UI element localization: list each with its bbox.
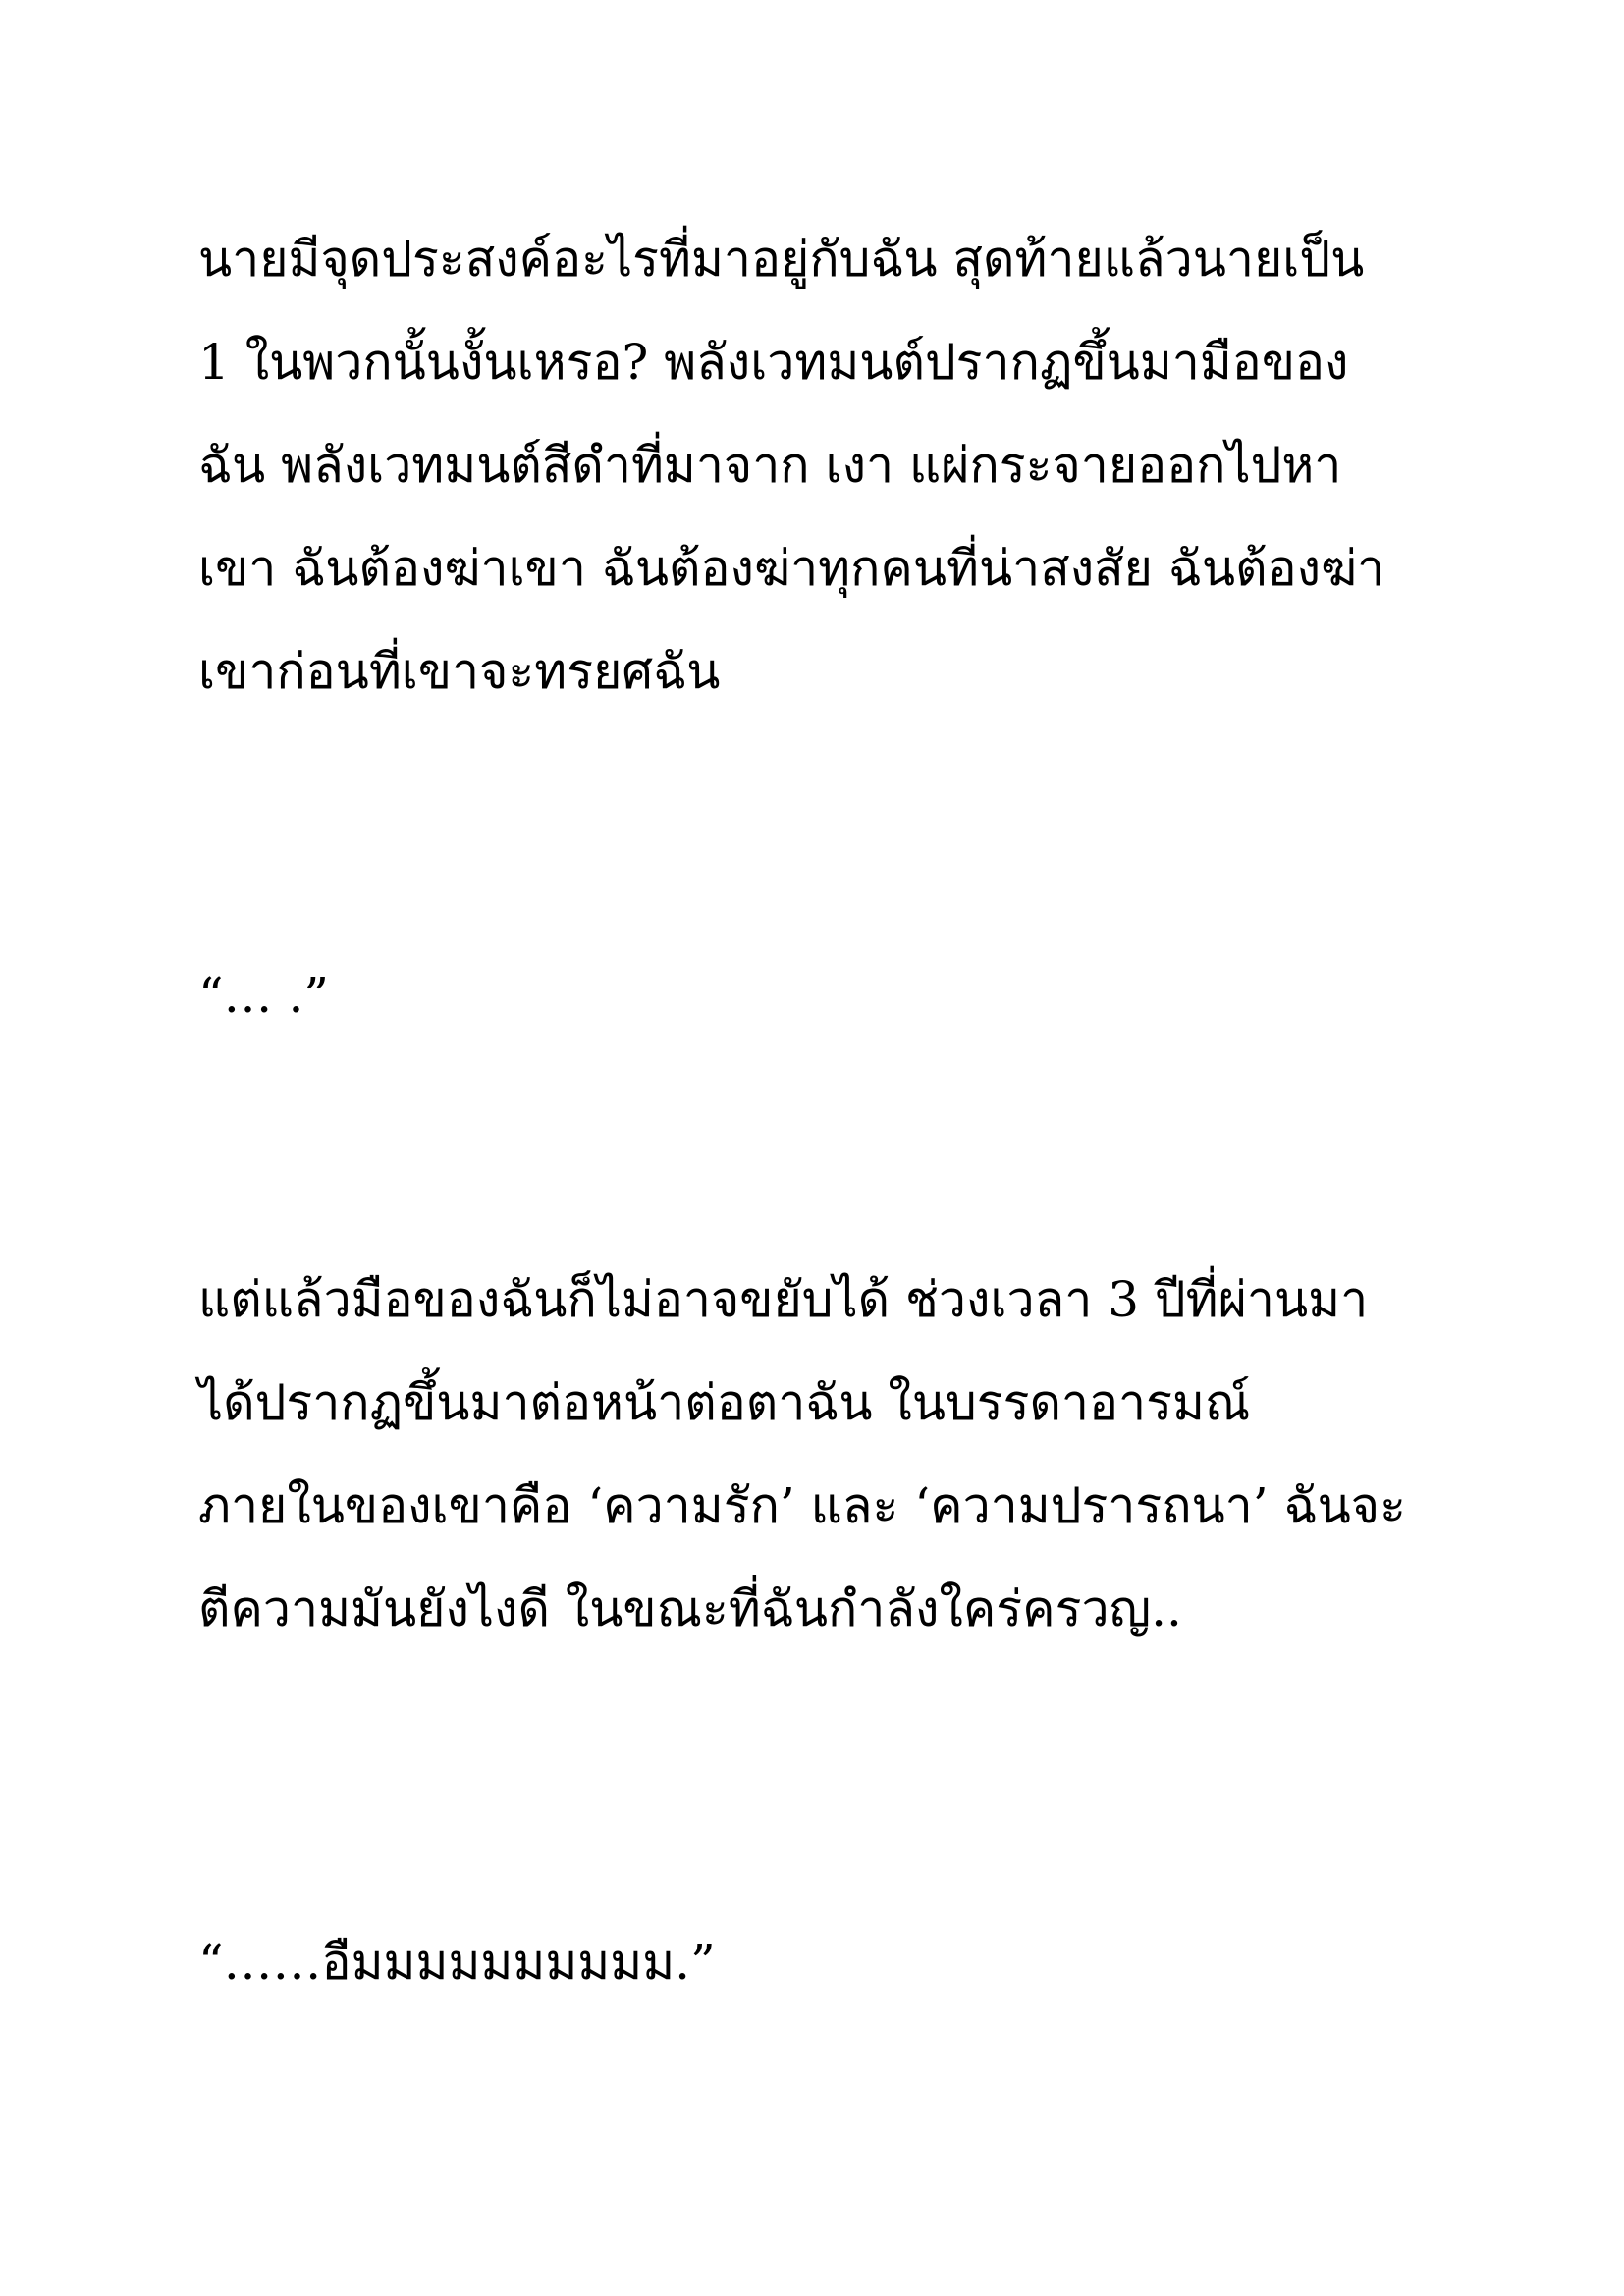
dialogue <box>198 1911 1475 2014</box>
dialogue <box>198 944 1475 1047</box>
paragraph-line: ฉัน พลังเวทมนต์สีดำที่มาจาก เงา แผ่กระจายออกไปหา <box>198 437 1342 494</box>
dialogue-line: “……อืมมมมมมมมมม.” <box>198 1934 716 1991</box>
paragraph-line: ได้ปรากฏขึ้นมาต่อหน้าต่อตาฉัน ในบรรดาอารมณ์ <box>198 1374 1251 1431</box>
dialogue-line: “… .” <box>198 967 329 1024</box>
paragraph-line: ภายในของเขาคือ ‘ความรัก’ และ ‘ความปรารถนา’ ฉันจะ <box>198 1477 1406 1534</box>
paragraph-line: 1 ในพวกนั้นงั้นเหรอ? พลังเวทมนต์ปรากฏขึ้นมามือของ <box>198 334 1349 391</box>
paragraph-line: แต่แล้วมือของฉันก็ไม่อาจขยับได้ ช่วงเวลา 3 ปีที่ผ่านมา <box>198 1271 1369 1328</box>
paragraph-line: นายมีจุดประสงค์อะไรที่มาอยู่กับฉัน สุดท้ายแล้วนายเป็น <box>198 231 1365 288</box>
paragraph-line: เขา ฉันต้องฆ่าเขา ฉันต้องฆ่าทุกคนที่น่าสงสัย ฉันต้องฆ่า <box>198 540 1385 597</box>
paragraph-line: เขาก่อนที่เขาจะทรยศฉัน <box>198 643 721 700</box>
paragraph <box>198 208 1475 723</box>
paragraph <box>198 1249 1475 1661</box>
paragraph-line: ตีความมันยังไงดี ในขณะที่ฉันกำลังใคร่ครวญ.. <box>198 1580 1182 1637</box>
